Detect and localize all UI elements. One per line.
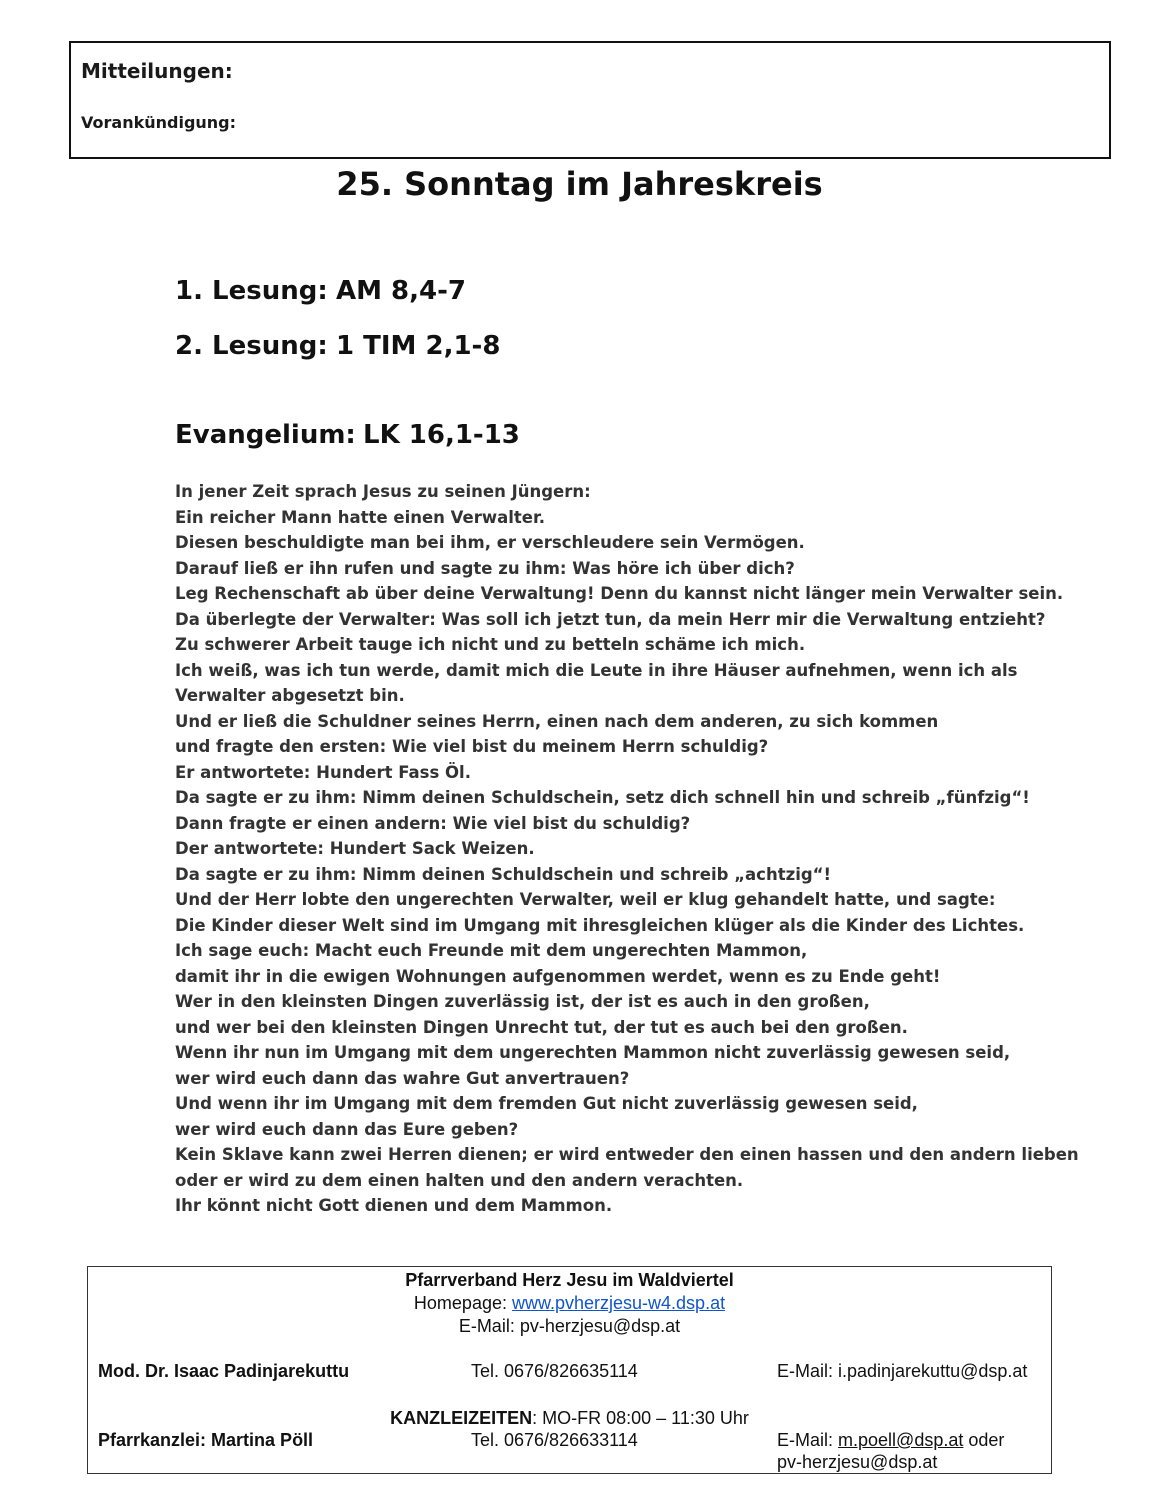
priest-phone: Tel. 0676/826635114 (471, 1361, 638, 1381)
priest-name (98, 1361, 349, 1382)
office-hours-label: KANZLEIZEITEN (390, 1408, 533, 1428)
homepage-link[interactable]: www.pvherzjesu-w4.dsp.at (511, 1293, 726, 1313)
reading-reference: AM 8,4-7 (336, 276, 466, 306)
homepage-label: Homepage: (413, 1293, 512, 1313)
gospel-line: Und er ließ die Schuldner seines Herrn, einen nach dem anderen, zu sich kommen (175, 711, 939, 731)
office-name (98, 1430, 313, 1451)
reading-label: 2. Lesung: (175, 331, 328, 361)
gospel-line: Wer in den kleinsten Dingen zuverlässig ist, der ist es auch in den großen, (175, 992, 870, 1011)
gospel-line: Diesen beschuldigte man bei ihm, er verschleudere sein Vermögen. (175, 533, 805, 552)
gospel-line: und fragte den ersten: Wie viel bist du meinem Herrn schuldig? (175, 737, 769, 756)
reading-reference: 1 TIM 2,1-8 (336, 331, 501, 361)
reading-label: Evangelium: (175, 420, 356, 450)
gospel-line: Kein Sklave kann zwei Herren dienen; er wird entweder den einen hassen und den andern lieben (175, 1145, 1079, 1164)
vorankuendigung-label: Vorankündigung: (81, 113, 237, 132)
mitteilungen-label: Mitteilungen: (81, 59, 233, 83)
gospel-line: Dann fragte er einen andern: Wie viel bist du schuldig? (175, 813, 691, 833)
homepage-line (88, 1293, 1051, 1314)
announcement-box (69, 41, 1111, 159)
gospel-line: Er antwortete: Hundert Fass Öl. (175, 762, 471, 782)
office-email-alt: pv-herzjesu@dsp.at (777, 1452, 938, 1472)
gospel-line: Verwalter abgesetzt bin. (175, 686, 405, 705)
gospel-line: In jener Zeit sprach Jesus zu seinen Jüngern: (175, 482, 591, 501)
gospel-line: Da sagte er zu ihm: Nimm deinen Schuldschein, setz dich schnell hin und schreib „fünfzig“! (175, 788, 1030, 807)
gospel-text (175, 479, 1079, 1219)
gospel-line: oder er wird zu dem einen halten und den andern verachten. (175, 1170, 744, 1190)
gospel-line: Da überlegte der Verwalter: Was soll ich jetzt tun, da mein Herr mir die Verwaltung entzieht? (175, 609, 1046, 629)
gospel-line: Und wenn ihr im Umgang mit dem fremden Gut nicht zuverlässig gewesen seid, (175, 1094, 918, 1113)
office-email-or: oder (963, 1430, 1005, 1450)
gospel-line: Zu schwerer Arbeit tauge ich nicht und zu betteln schäme ich mich. (175, 635, 806, 654)
gospel-line: damit ihr in die ewigen Wohnungen aufgenommen werdet, wenn es zu Ende geht! (175, 966, 941, 986)
gospel-line: wer wird euch dann das Eure geben? (175, 1119, 519, 1139)
gospel-line: wer wird euch dann das wahre Gut anvertrauen? (175, 1068, 630, 1088)
gospel-line: Da sagte er zu ihm: Nimm deinen Schuldschein und schreib „achtzig“! (175, 864, 832, 884)
gospel-line: Ein reicher Mann hatte einen Verwalter. (175, 507, 546, 527)
gospel-line: Ich sage euch: Macht euch Freunde mit dem ungerechten Mammon, (175, 941, 808, 960)
gospel-line: Ihr könnt nicht Gott dienen und dem Mammon. (175, 1196, 613, 1215)
parish-email: E-Mail: pv-herzjesu@dsp.at (458, 1316, 681, 1336)
office-name-text: Pfarrkanzlei: Martina Pöll (98, 1430, 314, 1450)
priest-name-text: Mod. Dr. Isaac Padinjarekuttu (98, 1361, 350, 1381)
office-hours (88, 1408, 1051, 1429)
gospel-line: Darauf ließ er ihn rufen und sagte zu ihm: Was höre ich über dich? (175, 558, 795, 578)
page-title: 25. Sonntag im Jahreskreis (336, 165, 823, 203)
gospel-line: Die Kinder dieser Welt sind im Umgang mit ihresgleichen klüger als die Kinder des Lichtes. (175, 915, 1025, 935)
gospel-line: Leg Rechenschaft ab über deine Verwaltung! Denn du kannst nicht länger mein Verwalter sein. (175, 584, 1064, 603)
priest-email: E-Mail: i.padinjarekuttu@dsp.at (777, 1361, 1028, 1381)
office-email-prefix: E-Mail: (777, 1430, 839, 1450)
reading-2 (175, 331, 501, 361)
reading-reference: LK 16,1-13 (363, 420, 520, 450)
reading-1 (175, 276, 466, 306)
parish-footer (87, 1266, 1052, 1474)
gospel-line: Der antwortete: Hundert Sack Weizen. (175, 839, 535, 858)
gospel-line: Wenn ihr nun im Umgang mit dem ungerechten Mammon nicht zuverlässig gewesen seid, (175, 1043, 1011, 1062)
office-phone: Tel. 0676/826633114 (471, 1430, 638, 1450)
office-email-link[interactable]: m.poell@dsp.at (838, 1430, 964, 1450)
gospel-heading (175, 420, 520, 450)
gospel-line: Ich weiß, was ich tun werde, damit mich die Leute in ihre Häuser aufnehmen, wenn ich als (175, 660, 1018, 680)
gospel-line: und wer bei den kleinsten Dingen Unrecht tut, der tut es auch bei den großen. (175, 1017, 908, 1037)
office-email (777, 1430, 1004, 1451)
gospel-line: Und der Herr lobte den ungerechten Verwalter, weil er klug gehandelt hatte, und sagte: (175, 890, 996, 909)
parish-name: Pfarrverband Herz Jesu im Waldviertel (405, 1270, 734, 1290)
reading-label: 1. Lesung: (175, 276, 328, 306)
office-hours-value: : MO-FR 08:00 – 11:30 Uhr (532, 1408, 749, 1428)
